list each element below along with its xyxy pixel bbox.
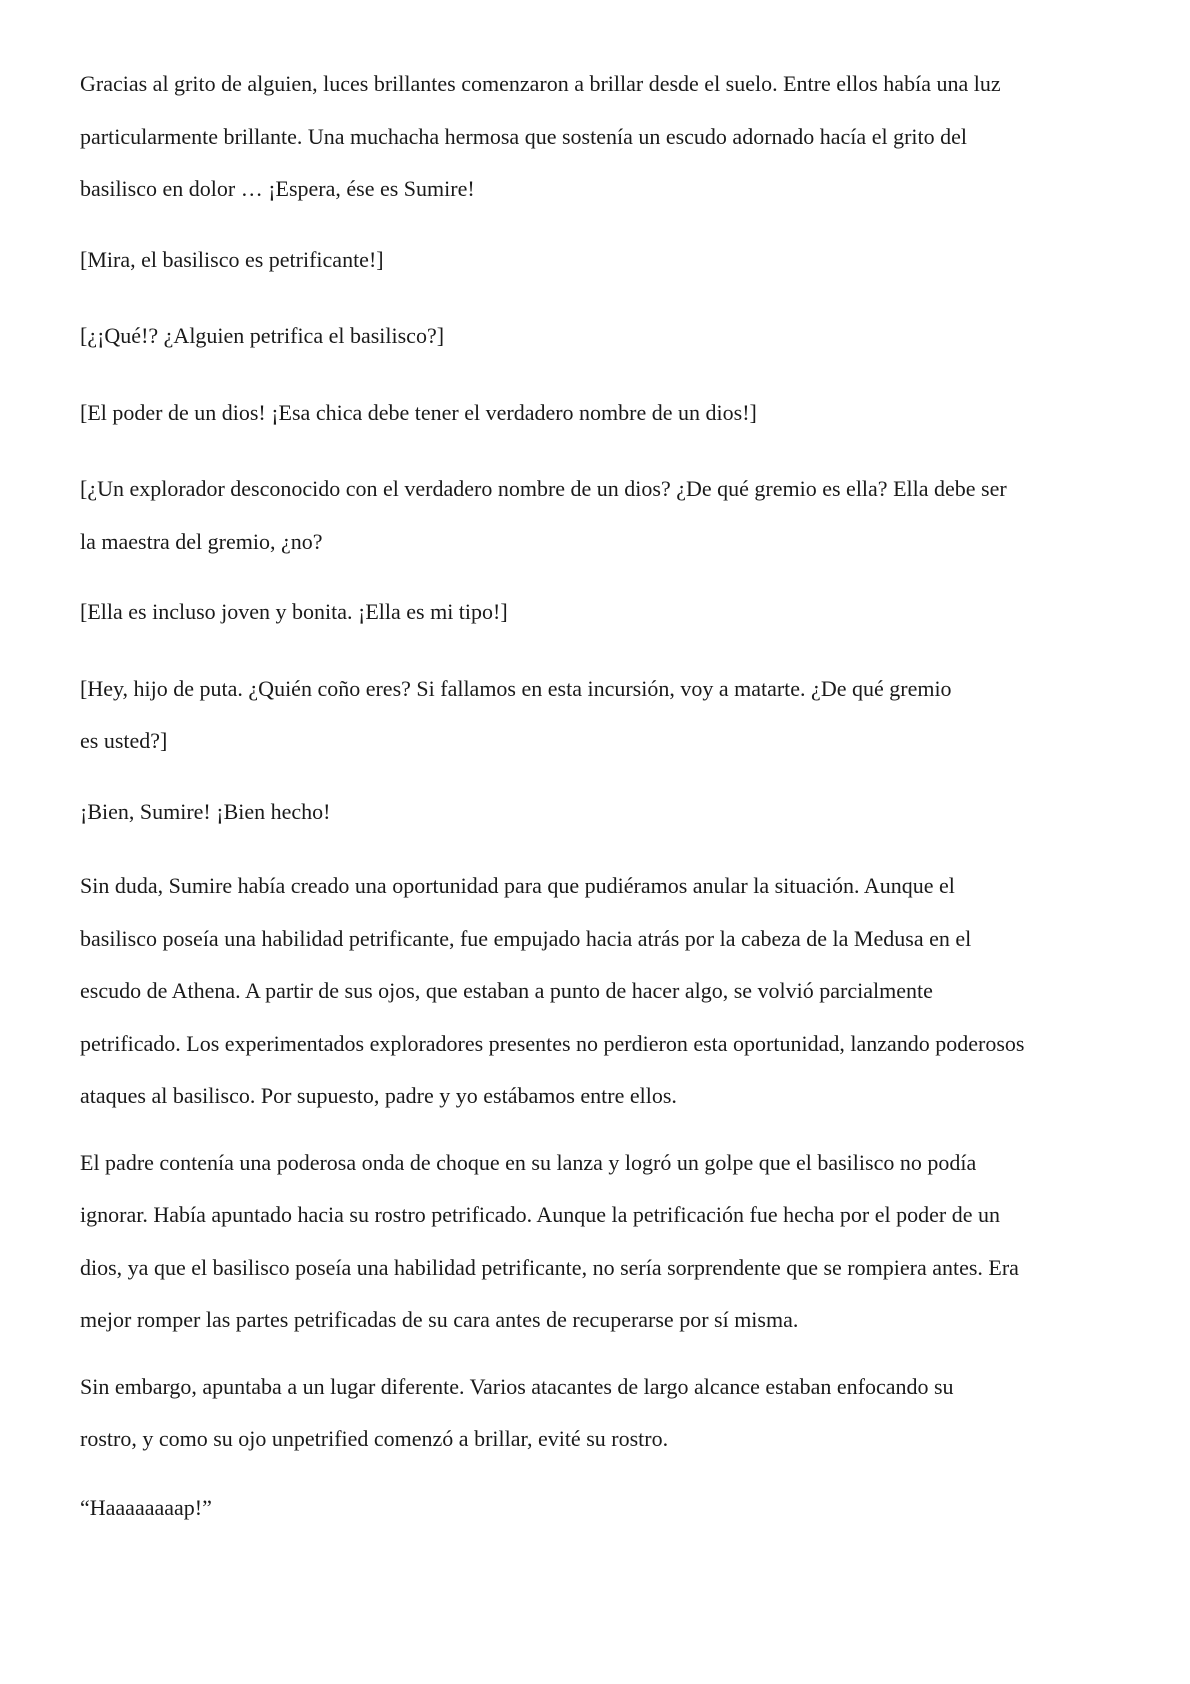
paragraph bbox=[80, 234, 1120, 287]
paragraph bbox=[80, 663, 1120, 768]
paragraph bbox=[80, 463, 1120, 568]
text-line: es usted?] bbox=[80, 728, 168, 753]
text-line: rostro, y como su ojo unpetrified comenzó a brillar, evité su rostro. bbox=[80, 1426, 669, 1451]
text-line: [El poder de un dios! ¡Esa chica debe tener el verdadero nombre de un dios!] bbox=[80, 399, 757, 425]
text-line: mejor romper las partes petrificadas de su cara antes de recuperarse por sí misma. bbox=[80, 1307, 799, 1332]
text-line: basilisco en dolor … ¡Espera, ése es Sumire! bbox=[80, 176, 475, 201]
text-line: basilisco poseía una habilidad petrificante, fue empujado hacia atrás por la cabeza de la Medusa en el bbox=[80, 925, 972, 951]
text-line: Sin duda, Sumire había creado una oportunidad para que pudiéramos anular la situación. Aunque el bbox=[80, 873, 955, 898]
text-line: “Haaaaaaaap!” bbox=[80, 1494, 212, 1520]
text-line: petrificado. Los experimentados exploradores presentes no perdieron esta oportunidad, lanzando poderosos bbox=[80, 1030, 1025, 1056]
text-line: escudo de Athena. A partir de sus ojos, que estaban a punto de hacer algo, se volvió parcialmente bbox=[80, 978, 933, 1003]
text-line: El padre contenía una poderosa onda de choque en su lanza y logró un golpe que el basilisco no podía bbox=[80, 1149, 977, 1175]
text-line: [Mira, el basilisco es petrificante!] bbox=[80, 246, 384, 272]
paragraph bbox=[80, 1482, 1120, 1535]
document-page bbox=[80, 58, 1120, 1534]
text-line: ataques al basilisco. Por supuesto, padre y yo estábamos entre ellos. bbox=[80, 1083, 677, 1108]
paragraph bbox=[80, 1137, 1120, 1347]
text-line: [Hey, hijo de puta. ¿Quién coño eres? Si fallamos en esta incursión, voy a matarte. ¿De qué gremio bbox=[80, 675, 952, 701]
paragraph bbox=[80, 310, 1120, 363]
paragraph bbox=[80, 860, 1120, 1123]
paragraph bbox=[80, 786, 1120, 839]
paragraph bbox=[80, 586, 1120, 639]
paragraph bbox=[80, 1361, 1120, 1466]
text-line: la maestra del gremio, ¿no? bbox=[80, 528, 323, 554]
text-line: [Ella es incluso joven y bonita. ¡Ella es mi tipo!] bbox=[80, 599, 508, 624]
text-line: Gracias al grito de alguien, luces brillantes comenzaron a brillar desde el suelo. Entre ellos había una luz bbox=[80, 71, 1001, 96]
paragraph bbox=[80, 58, 1120, 216]
text-line: dios, ya que el basilisco poseía una habilidad petrificante, no sería sorprendente que se rompiera antes. Era bbox=[80, 1254, 1019, 1280]
text-line: particularmente brillante. Una muchacha hermosa que sostenía un escudo adornado hacía el grito del bbox=[80, 123, 967, 149]
paragraph bbox=[80, 387, 1120, 440]
text-line: [¿Un explorador desconocido con el verdadero nombre de un dios? ¿De qué gremio es ella? Ella debe ser bbox=[80, 476, 1007, 501]
text-line: ¡Bien, Sumire! ¡Bien hecho! bbox=[80, 798, 331, 824]
text-line: ignorar. Había apuntado hacia su rostro petrificado. Aunque la petrificación fue hecha por el poder de un bbox=[80, 1202, 1000, 1227]
text-line: [¿¡Qué!? ¿Alguien petrifica el basilisco?] bbox=[80, 323, 445, 348]
text-line: Sin embargo, apuntaba a un lugar diferente. Varios atacantes de largo alcance estaban enfocando su bbox=[80, 1373, 954, 1399]
